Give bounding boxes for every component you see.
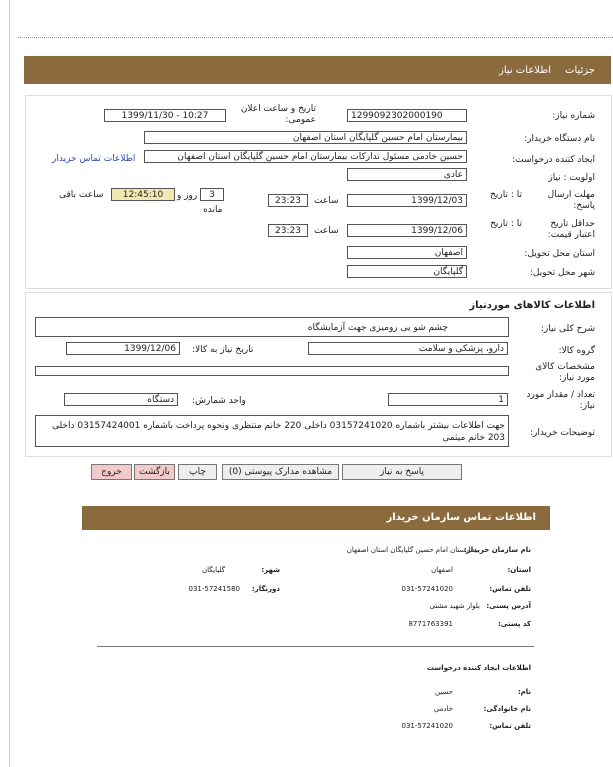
fax-value: 031-57241580 (188, 585, 240, 593)
phone-label: تلفن تماس: (489, 585, 531, 593)
delivery-city-label: شهر محل تحویل: (529, 268, 595, 278)
buyer-notes-label: توضیحات خریدار: (529, 428, 595, 438)
contact-section-header (82, 506, 550, 530)
requester-family-label: نام خانوادگی: (483, 705, 531, 713)
province-label: استان: (507, 566, 531, 574)
summary-field: چشم شو یی رومیزی جهت آزمایشگاه (35, 317, 509, 337)
price-date-field: 1399/12/06 (347, 224, 467, 237)
reply-time-label: ساعت (314, 196, 339, 206)
address-label: آدرس پستی: (486, 602, 531, 610)
contact-divider (97, 646, 534, 647)
fax-label: دورنگار: (251, 585, 280, 593)
requester-name-label: نام: (517, 688, 531, 696)
goods-title: اطلاعات کالاهای موردنیاز (469, 300, 595, 311)
quantity-label: تعداد / مقدار مورد نیاز: (526, 390, 595, 411)
price-time-label: ساعت (314, 226, 339, 236)
requester-phone-label: تلفن تماس: (489, 722, 531, 730)
buyer-contact-link[interactable]: اطلاعات تماس خریدار (52, 154, 136, 164)
org-name-value: بیمارستان امام حسین گلپایگان استان اصفهان (346, 546, 479, 554)
back-button[interactable]: بازگشت (134, 464, 175, 480)
priority-field: عادی (347, 168, 467, 181)
delivery-province-label: استان محل تحویل: (524, 249, 595, 259)
reply-button[interactable]: پاسخ به نیاز (342, 464, 462, 480)
province-value: اصفهان (431, 566, 453, 574)
group-field: دارو، پزشکی و سلامت (308, 342, 508, 355)
address-value: بلوار شهید مشتی (429, 602, 480, 610)
remaining-label-1: ساعت باقی (59, 190, 104, 200)
postal-value: 8771763391 (408, 620, 453, 628)
reply-date-field: 1399/12/03 (347, 194, 467, 207)
price-validity-label: حداقل تاریخ اعتبار قیمت: (547, 219, 595, 240)
buyer-org-label: نام دستگاه خریدار: (524, 134, 595, 144)
print-button[interactable]: چاپ (178, 464, 217, 480)
requester-name-value: حسین (434, 688, 453, 696)
left-border (9, 0, 10, 767)
city-label: شهر: (261, 566, 280, 574)
specs-field (35, 366, 509, 376)
header-bar (24, 56, 611, 84)
attachments-button[interactable]: مشاهده مدارک پیوستی (0) (222, 464, 339, 480)
postal-label: کد پستی: (497, 620, 531, 628)
need-date-field: 1399/12/06 (66, 342, 180, 355)
reply-time-field: 23:23 (268, 194, 308, 207)
need-number-field: 1299092302000190 (347, 109, 467, 122)
remaining-time-field: 12:45:10 (111, 188, 175, 201)
delivery-province-field: اصفهان (347, 246, 467, 259)
requester-title: اطلاعات ایجاد کننده درخواست (426, 664, 531, 672)
unit-field: دستگاه (64, 393, 178, 406)
phone-value: 031-57241020 (401, 585, 453, 593)
summary-label: شرح کلی نیاز: (540, 324, 595, 334)
days-remaining-field: 3 (200, 188, 224, 201)
reply-deadline-label: مهلت ارسال پاسخ: (547, 190, 595, 211)
days-label: روز و (177, 191, 198, 201)
requester-phone-value: 031-57241020 (401, 722, 453, 730)
city-value: گلپایگان (202, 566, 225, 574)
need-date-label: تاریخ نیاز به کالا: (192, 345, 254, 355)
price-to-date-label: تا : تاریخ (490, 219, 522, 229)
tab-need-info[interactable]: اطلاعات نیاز (499, 65, 551, 76)
exit-button[interactable]: خروج (91, 464, 132, 480)
tab-details[interactable]: جزئیات (565, 65, 595, 76)
contact-title: اطلاعات تماس سازمان خریدار (386, 512, 536, 523)
announce-datetime-label: تاریخ و ساعت اعلان عمومی: (240, 104, 316, 125)
group-label: گروه کالا: (558, 346, 595, 356)
buyer-notes-field: جهت اطلاعات بیشتر باشماره 03157241020 داخلی 220 خانم منتظری ونحوه پرداخت باشماره 03157424001 داخلی 203 خانم میثمی (35, 415, 509, 447)
creator-field: حسین خادمی مسئول تدارکات بیمارستان امام حسین گلپایگان استان اصفهان (144, 150, 467, 163)
org-name-label: نام سازمان خریدار: (463, 546, 531, 554)
unit-label: واحد شمارش: (192, 396, 246, 406)
need-number-label: شماره نیاز: (552, 111, 595, 121)
creator-label: ایجاد کننده درخواست: (512, 155, 595, 165)
announce-datetime-field: 1399/11/30 - 10:27 (104, 109, 226, 122)
buyer-org-field: بیمارستان امام حسین گلپایگان استان اصفهان (144, 131, 467, 144)
requester-family-value: خادمی (433, 705, 453, 713)
specs-label: مشخصات کالای مورد نیاز: (535, 362, 595, 383)
remaining-label-2: مانده (203, 205, 223, 215)
reply-to-date-label: تا : تاریخ (490, 190, 522, 200)
delivery-city-field: گلپایگان (347, 265, 467, 278)
price-time-field: 23:23 (268, 224, 308, 237)
priority-label: اولویت : نیاز (548, 173, 595, 183)
top-divider (18, 37, 613, 38)
quantity-field: 1 (388, 393, 508, 406)
